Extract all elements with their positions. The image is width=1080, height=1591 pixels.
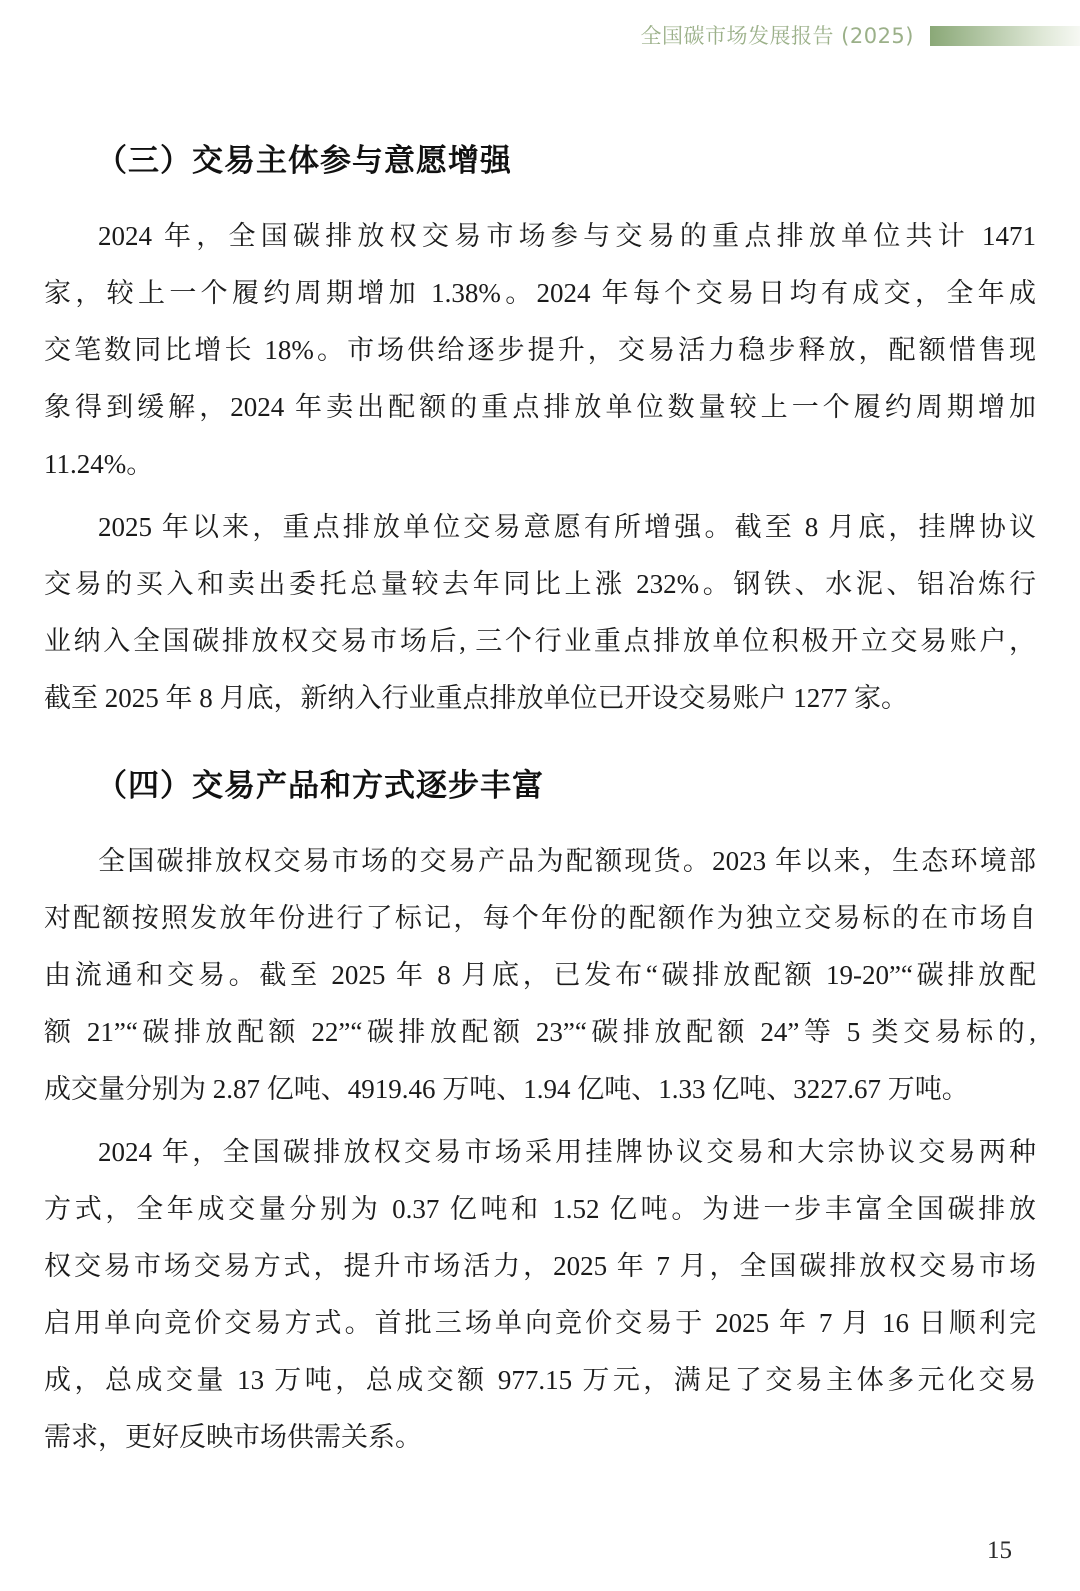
text-line: 2025 年以来，重点排放单位交易意愿有所增强。截至 8 月底，挂牌协议 (98, 512, 1036, 542)
text-line: 象得到缓解，2024 年卖出配额的重点排放单位数量较上一个履约周期增加 (44, 392, 1036, 422)
paragraph (44, 1124, 1036, 1466)
paragraph (44, 833, 1036, 1118)
text-line: 权交易市场交易方式，提升市场活力，2025 年 7 月，全国碳排放权交易市场 (44, 1251, 1036, 1281)
text-line: 2024 年，全国碳排放权交易市场采用挂牌协议交易和大宗协议交易两种 (98, 1137, 1036, 1167)
document-body (0, 138, 1080, 1466)
text-line: 11.24%。 (44, 449, 154, 479)
page-number: 15 (987, 1537, 1012, 1564)
text-line: 家，较上一个履约周期增加 1.38%。2024 年每个交易日均有成交，全年成 (44, 278, 1036, 308)
text-line: 成，总成交量 13 万吨，总成交额 977.15 万元，满足了交易主体多元化交易 (44, 1365, 1036, 1395)
header-accent-bar (930, 26, 1080, 46)
section-heading: （四）交易产品和方式逐步丰富 (96, 768, 544, 803)
text-line: 全国碳排放权交易市场的交易产品为配额现货。2023 年以来，生态环境部 (98, 846, 1036, 876)
text-line: 方式，全年成交量分别为 0.37 亿吨和 1.52 亿吨。为进一步丰富全国碳排放 (44, 1194, 1036, 1224)
text-line: 对配额按照发放年份进行了标记，每个年份的配额作为独立交易标的在市场自 (44, 903, 1036, 933)
paragraph (44, 208, 1036, 493)
text-line: 启用单向竞价交易方式。首批三场单向竞价交易于 2025 年 7 月 16 日顺利完 (44, 1308, 1036, 1338)
text-line: 需求，更好反映市场供需关系。 (44, 1422, 422, 1452)
text-line: 业纳入全国碳排放权交易市场后, 三个行业重点排放单位积极开立交易账户， (44, 626, 1036, 656)
page-header (0, 0, 1080, 50)
text-line: 交易的买入和卖出委托总量较去年同比上涨 232%。钢铁、水泥、铝冶炼行 (44, 569, 1036, 599)
text-line: 额 21”“碳排放配额 22”“碳排放配额 23”“碳排放配额 24”等 5 类交易标的, (44, 1017, 1036, 1047)
text-line: 成交量分别为 2.87 亿吨、4919.46 万吨、1.94 亿吨、1.33 亿吨、3227.67 万吨。 (44, 1074, 969, 1104)
text-line: 由流通和交易。截至 2025 年 8 月底，已发布“碳排放配额 19-20”“碳排放配 (44, 960, 1036, 990)
text-line: 截至 2025 年 8 月底，新纳入行业重点排放单位已开设交易账户 1277 家。 (44, 683, 908, 713)
text-line: 交笔数同比增长 18%。市场供给逐步提升，交易活力稳步释放，配额惜售现 (44, 335, 1036, 365)
text-line: 2024 年，全国碳排放权交易市场参与交易的重点排放单位共计 1471 (98, 221, 1036, 251)
paragraph (44, 499, 1036, 727)
report-title: 全国碳市场发展报告 (2025) (640, 24, 914, 48)
section-heading: （三）交易主体参与意愿增强 (96, 143, 512, 178)
